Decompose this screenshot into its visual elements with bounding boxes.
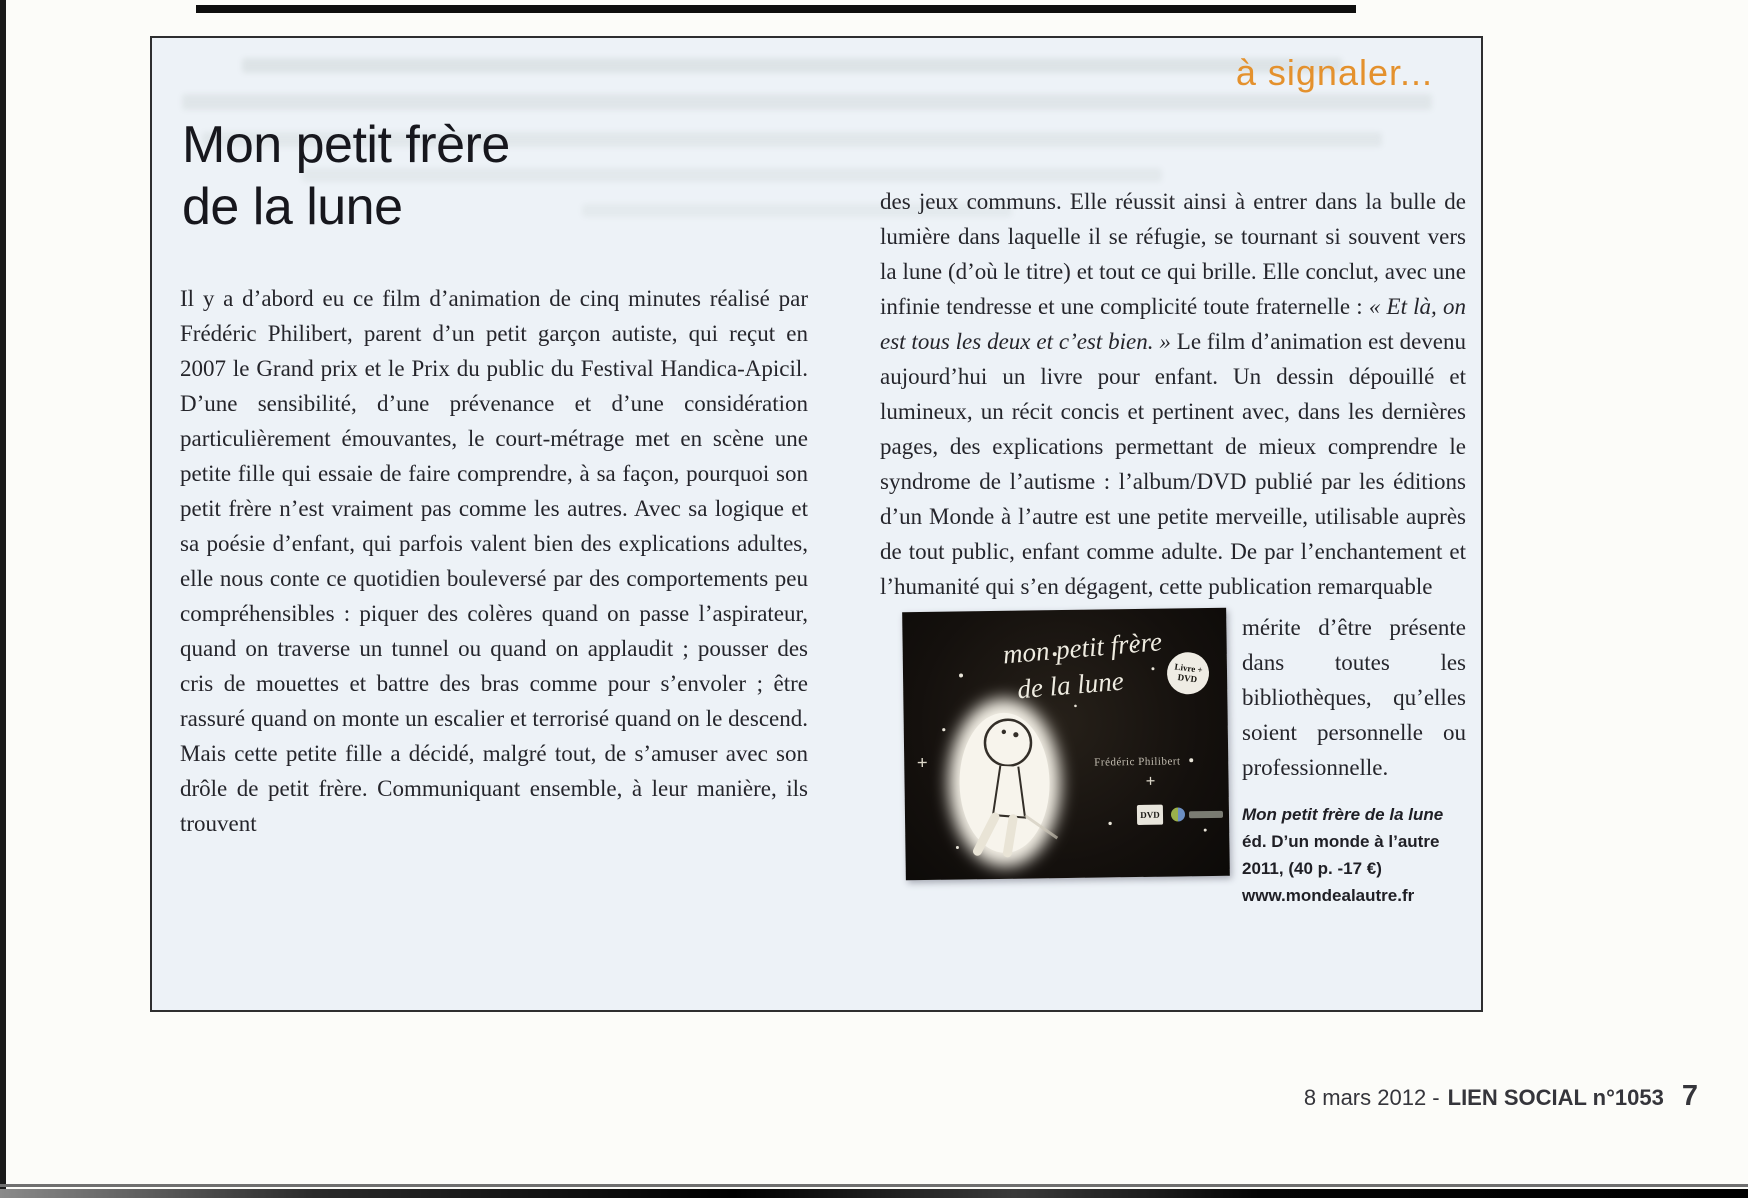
inline-quote: « Et là, on est tous les deux et c’est bien. » — [880, 294, 1466, 354]
ghost-bleed-line — [242, 58, 1342, 73]
ghost-bleed-line — [182, 94, 1432, 110]
bottom-rule — [0, 1184, 1748, 1187]
dvd-logo: DVD — [1137, 805, 1163, 825]
article-title — [182, 114, 510, 238]
caption-publisher: éd. D’un monde à l’autre — [1242, 832, 1440, 851]
article-title-line2: de la lune — [182, 178, 403, 236]
left-edge-rule — [0, 0, 6, 1190]
publisher-logo-text — [1189, 810, 1223, 817]
footer-date: 8 mars 2012 - — [1303, 1085, 1440, 1110]
publisher-logo-icon — [1171, 807, 1185, 821]
bottom-edge-bar — [0, 1189, 1748, 1198]
left-column-paragraph: Il y a d’abord eu ce film d’animation de cinq minutes réalisé par Frédéric Philibert, parent d’un petit garçon autiste, qui reçut en 2007 le Grand prix et le Prix du public du Festival Handica-Apicil. D’une sensibilité, d’une prévenance et d’une considération particulièrement émouvantes, le court-métrage met en scène une petite fille qui essaie de faire comprendre, à sa façon, pourquoi son petit frère n’est vraiment pas comme les autres. Avec sa logique et sa poésie d’enfant, qui parfois valent bien des explications adultes, elle nous conte ce quotidien bouleversé par des comportements peu compréhensibles : piquer des colères quand on passe l’aspirateur, quand on traverse un tunnel ou quand on applaudit ; pousser des cris de mouettes et battre des bras comme pour s’envoler ; être rassuré quand on monte un escalier et terrorisé quand on le descend. Mais cette petite fille a décidé, malgré tout, de s’amuser avec son drôle de petit frère. Communiquant ensemble, à leur manière, ils trouvent — [180, 286, 808, 836]
section-label: à signaler... — [1235, 52, 1433, 93]
article-title-line1: Mon petit frère — [182, 116, 510, 174]
right-column-paragraph — [880, 184, 1466, 604]
cover-author: Frédéric Philibert — [1094, 755, 1181, 769]
article-left-column — [180, 281, 808, 841]
article-panel — [150, 36, 1483, 1012]
image-and-wrap-row — [880, 610, 1466, 909]
right-wrap-paragraph: mérite d’être présente dans toutes les bibliothèques, qu’elles soient personnelle ou professionnelle. — [1242, 615, 1466, 780]
footer-journal: LIEN SOCIAL n°1053 — [1447, 1085, 1664, 1110]
livre-dvd-badge: Livre + DVD — [1165, 650, 1212, 697]
cover-title-line1: mon petit frère — [1001, 626, 1164, 670]
book-cover — [902, 608, 1230, 880]
caption-title: Mon petit frère de la lune — [1242, 805, 1444, 824]
publisher-logo — [1171, 806, 1225, 823]
wrap-column — [1242, 610, 1466, 909]
caption-year-price: 2011, (40 p. -17 €) — [1242, 859, 1382, 878]
right-text-segment-2: Le film d’animation est devenu aujourd’hui un livre pour enfant. Un dessin dépouillé et lumineux, un récit concis et pertinent avec, dans les dernières pages, des explications permettant de mieux comprendre le syndrome de l’autisme : l’album/DVD publié par les éditions d’un Monde à l’autre est une petite merveille, utilisable auprès de tout public, enfant comme adulte. De par l’enchantement et l’humanité qui s’en dégagent, cette publication remarquable — [880, 329, 1466, 599]
top-rule — [196, 5, 1356, 13]
article-right-column — [880, 184, 1466, 909]
right-text-segment-1: des jeux communs. Elle réussit ainsi à entrer dans la bulle de lumière dans laquelle il se réfugie, se tournant si souvent vers la lune (d’où le titre) et tout ce qui brille. Elle conclut, avec une infinie tendresse et une complicité toute fraternelle : — [880, 189, 1466, 319]
page-footer — [1304, 1080, 1698, 1113]
caption-url: www.mondealautre.fr — [1242, 886, 1415, 905]
footer-page-number: 7 — [1681, 1080, 1698, 1112]
cover-title-line2: de la lune — [1016, 665, 1125, 705]
book-caption — [1242, 801, 1466, 909]
